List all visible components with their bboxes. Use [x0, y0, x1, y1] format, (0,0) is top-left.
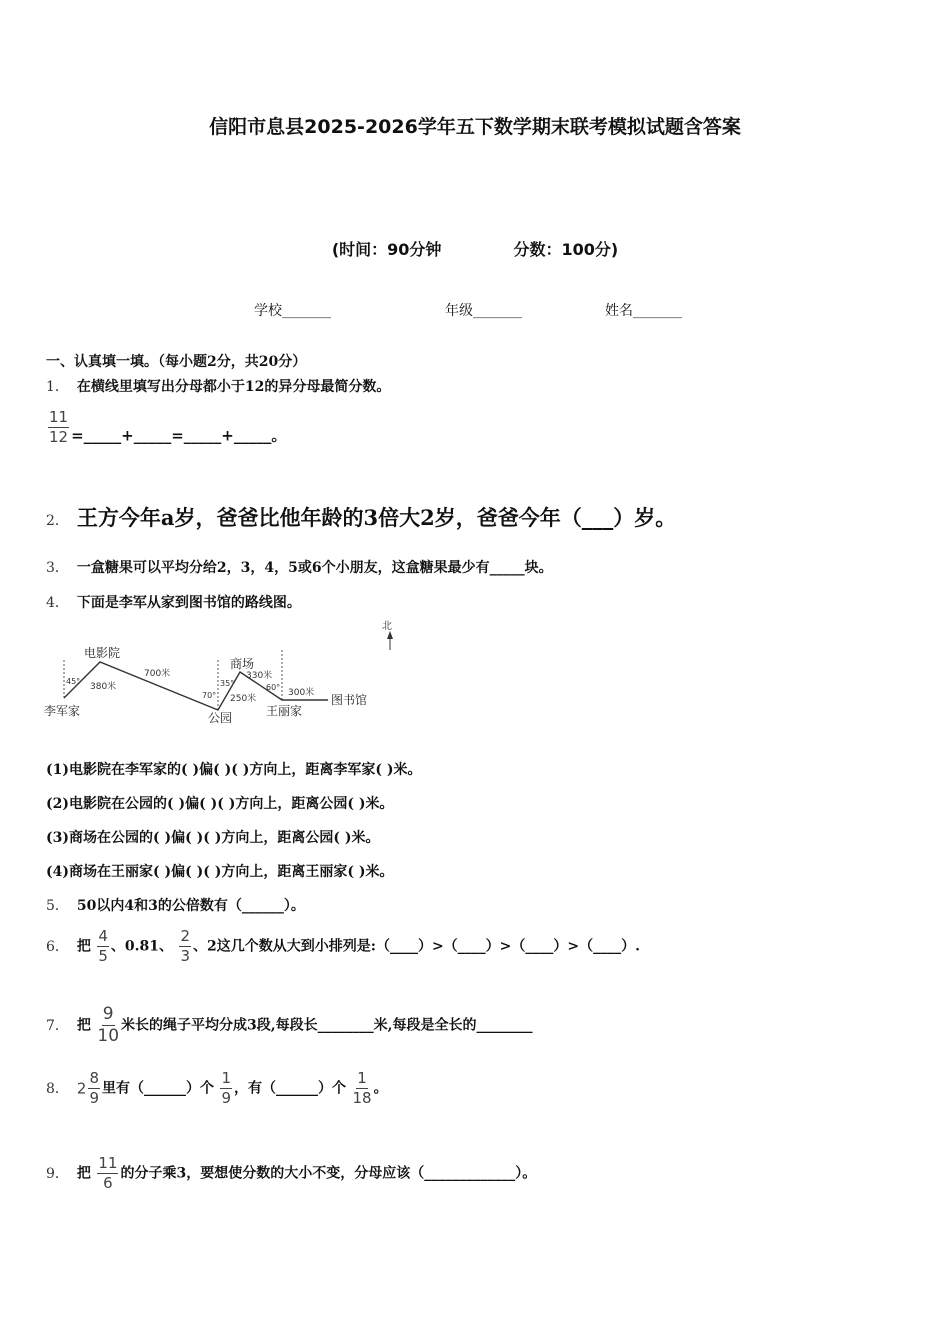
angle-label: 35°	[220, 679, 235, 688]
north-label: 北	[382, 621, 392, 632]
question-4-sub-3[interactable]: (3)商场在公园的( )偏( )( )方向上，距离公园( )米。	[46, 830, 380, 846]
question-6	[46, 929, 640, 964]
angle-label: 45°	[66, 677, 81, 686]
north-arrow-head	[387, 631, 393, 639]
fraction: $\frac{1}{18}$	[352, 1069, 372, 1107]
distance-label: 250米	[230, 694, 257, 704]
question-number: 2．	[46, 513, 69, 529]
question-number: 1．	[46, 379, 69, 395]
exam-time: (时间：90分钟	[331, 240, 442, 259]
question-text: 把	[76, 1165, 91, 1182]
place-label: 电影院	[84, 646, 121, 660]
question-number: 4．	[46, 595, 69, 611]
question-number: 9．	[46, 1165, 69, 1182]
question-text[interactable]: 一盒糖果可以平均分给2，3，4，5或6个小朋友，这盒糖果最少有_____块。	[76, 560, 553, 576]
question-number: 7．	[46, 1017, 69, 1034]
distance-label: 700米	[144, 669, 171, 679]
whole-number: 2	[76, 1079, 87, 1098]
question-text[interactable]: 、2这几个数从大到小排列是:（____）>（____）>（____）>（____）.	[193, 938, 641, 955]
question-1-equation	[46, 410, 286, 446]
question-text[interactable]: ，有（______）个	[234, 1080, 347, 1097]
section-heading: 一、认真填一填。（每小题2分，共20分）	[46, 354, 307, 370]
question-number: 8．	[46, 1080, 69, 1097]
question-text: 把	[76, 938, 91, 955]
place-label: 图书馆	[331, 693, 368, 707]
question-text: 把	[76, 1017, 91, 1034]
question-4-sub-1[interactable]: (1)电影院在李军家的( )偏( )( )方向上，距离李军家( )米。	[46, 762, 422, 778]
question-text[interactable]: 里有（______）个	[102, 1080, 215, 1097]
question-4	[46, 592, 301, 612]
fraction: $\frac{8}{9}$	[89, 1069, 100, 1107]
question-5	[46, 895, 305, 915]
question-number: 3．	[46, 560, 69, 576]
question-text: 。	[373, 1080, 388, 1097]
question-text: 在横线里填写出分母都小于12的异分母最简分数。	[76, 379, 391, 395]
question-2	[46, 502, 676, 532]
name-field[interactable]: 姓名_______	[605, 303, 682, 319]
question-text[interactable]: 王方今年a岁，爸爸比他年龄的3倍大2岁，爸爸今年（___）岁。	[76, 505, 677, 530]
place-label: 王丽家	[266, 704, 303, 718]
fraction: $\frac{1}{9}$	[221, 1069, 232, 1107]
grade-field[interactable]: 年级_______	[445, 303, 522, 319]
question-4-sub-4[interactable]: (4)商场在王丽家( )偏( )( )方向上，距离王丽家( )米。	[46, 864, 394, 880]
fraction: $\frac{11}{12}$	[49, 408, 69, 446]
place-label: 商场	[230, 657, 255, 671]
fraction: $\frac{9}{10}$	[97, 1004, 120, 1046]
exam-score: 分数：100分)	[513, 240, 619, 259]
place-label: 李军家	[44, 704, 81, 718]
school-field[interactable]: 学校_______	[254, 303, 331, 319]
angle-label: 70°	[202, 691, 217, 700]
exam-meta	[0, 237, 950, 260]
question-8	[46, 1071, 388, 1106]
page-title: 信阳市息县2025-2026学年五下数学期末联考模拟试题含答案	[209, 116, 741, 138]
answer-blanks[interactable]: =_____+_____=_____+_____。	[71, 426, 287, 445]
question-3	[46, 557, 553, 577]
question-text[interactable]: 的分子乘3，要想使分数的大小不变，分母应该（_____________）。	[120, 1165, 537, 1182]
question-text: 下面是李军从家到图书馆的路线图。	[76, 595, 301, 611]
route-map	[44, 618, 404, 728]
question-7	[46, 1006, 533, 1045]
question-4-sub-2[interactable]: (2)电影院在公园的( )偏( )( )方向上，距离公园( )米。	[46, 796, 394, 812]
question-1	[46, 376, 390, 396]
question-text: 、0.81、	[110, 938, 174, 955]
distance-label: 300米	[288, 688, 315, 698]
distance-label: 330米	[246, 671, 273, 681]
fraction: $\frac{11}{6}$	[98, 1154, 118, 1192]
question-text[interactable]: 50以内4和3的公倍数有（______）。	[76, 898, 305, 914]
question-text[interactable]: 米长的绳子平均分成3段,每段长________米,每段是全长的________	[121, 1017, 533, 1034]
place-label: 公园	[208, 711, 233, 725]
fraction: $\frac{2}{3}$	[180, 927, 191, 965]
question-number: 6．	[46, 938, 69, 955]
question-number: 5．	[46, 898, 69, 914]
question-9	[46, 1156, 536, 1191]
angle-label: 60°	[266, 683, 281, 692]
distance-label: 380米	[90, 682, 117, 692]
fraction: $\frac{4}{5}$	[98, 927, 108, 965]
